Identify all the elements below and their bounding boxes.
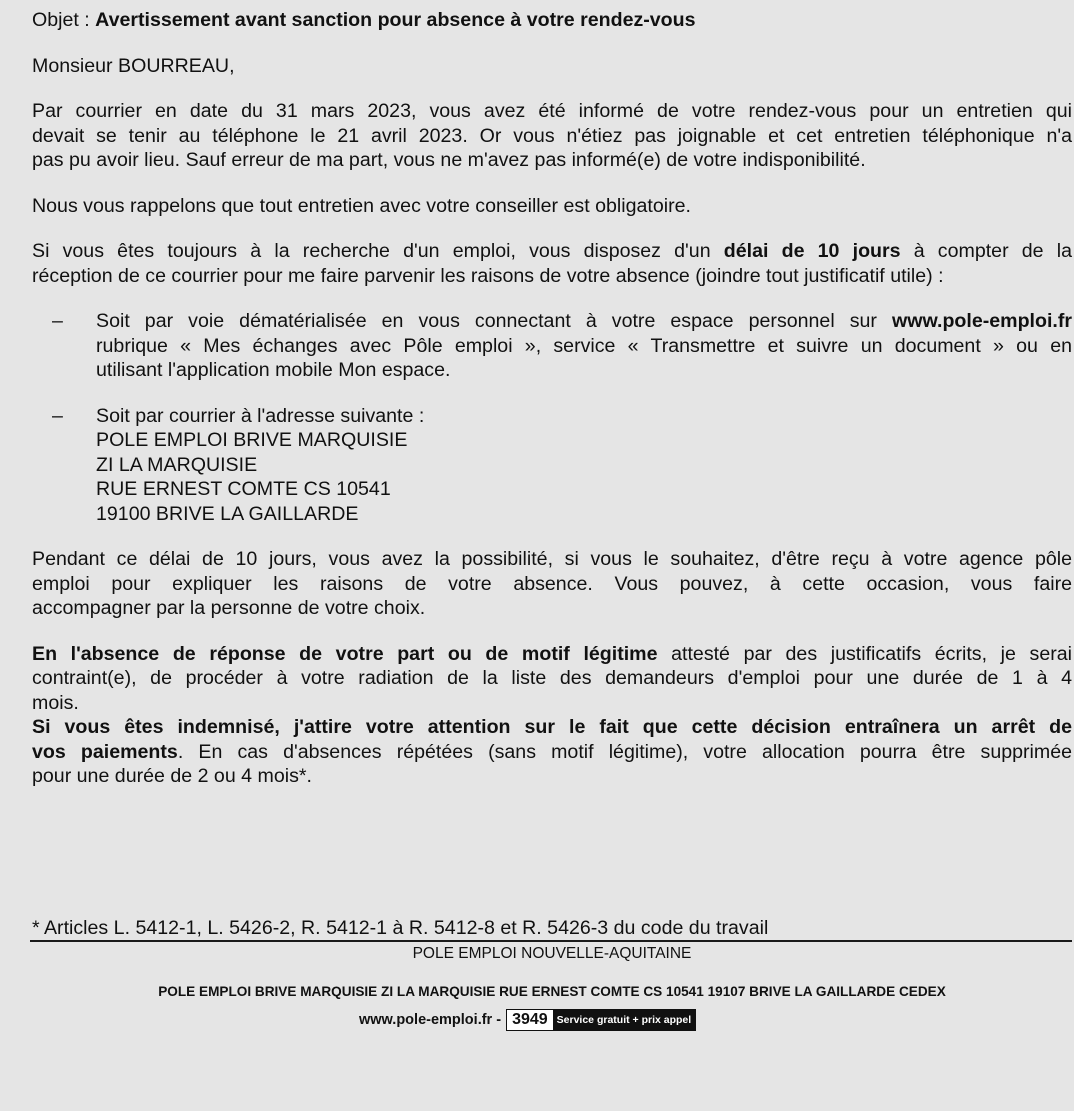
letter-body — [32, 8, 1072, 789]
salutation: Monsieur BOURREAU, — [32, 54, 235, 77]
footer-website[interactable]: www.pole-emploi.fr - — [359, 1012, 502, 1028]
text-run: à compter de la — [900, 240, 1072, 262]
text-line: accompagner par la personne de votre choix. — [32, 597, 426, 619]
address-line: 19100 BRIVE LA GAILLARDE — [96, 502, 359, 525]
website-link[interactable]: www.pole-emploi.fr — [892, 310, 1072, 332]
text-run: Si vous êtes toujours à la recherche d'un emploi, vous disposez d'un — [32, 240, 724, 262]
text-line: mois. — [32, 691, 79, 714]
text-line: utilisant l'application mobile Mon espace. — [96, 359, 451, 381]
bullet-dash: – — [52, 310, 63, 332]
footer-address: POLE EMPLOI BRIVE MARQUISIE ZI LA MARQUISIE RUE ERNEST COMTE CS 10541 19107 BRIVE LA GAILLARDE CEDEX — [158, 984, 946, 999]
footer-contact — [359, 1009, 696, 1031]
subject-line — [32, 8, 1072, 33]
text-line: pour une durée de 2 ou 4 mois*. — [32, 765, 312, 787]
text-run: Soit par voie dématérialisée en vous connectant à votre espace personnel sur — [96, 310, 893, 332]
text-run-bold: vos paiements — [32, 740, 178, 763]
phone-badge — [506, 1009, 696, 1031]
text-line: rubrique « Mes échanges avec Pôle emploi », service « Transmettre et suivre un document » ou en — [96, 334, 1072, 357]
text-line: Soit par courrier à l'adresse suivante : — [96, 404, 425, 427]
paragraph-agency-visit — [32, 547, 1072, 621]
text-run: attesté par des justificatifs écrits, je serai — [657, 642, 1072, 665]
address-line: POLE EMPLOI BRIVE MARQUISIE — [96, 429, 408, 451]
text-run: . En cas d'absences répétées (sans motif légitime), votre allocation pourra être supprimée — [177, 740, 1073, 763]
paragraph-radiation — [32, 642, 1072, 716]
text-line: contraint(e), de procéder à votre radiation de la liste des demandeurs d'emploi pour une durée de 1 à 4 — [32, 667, 1072, 689]
footer-divider — [30, 940, 1072, 942]
paragraph-deadline — [32, 239, 1072, 288]
text-run-bold: En l'absence de réponse de votre part ou de motif légitime — [32, 642, 658, 665]
text-line — [32, 239, 1072, 264]
address-line: ZI LA MARQUISIE — [96, 453, 258, 476]
text-line: pas pu avoir lieu. Sauf erreur de ma part, vous ne m'avez pas informé(e) de votre indisponibilité. — [32, 149, 866, 171]
text-line: Pendant ce délai de 10 jours, vous avez la possibilité, si vous le souhaitez, d'être reçu à votre agence pôle — [32, 548, 1072, 570]
phone-number: 3949 — [507, 1010, 553, 1030]
bullet-dash: – — [52, 404, 63, 427]
paragraph-payments — [32, 715, 1072, 789]
text-line: réception de ce courrier pour me faire parvenir les raisons de votre absence (joindre tout justificatif utile) : — [32, 264, 944, 287]
subject-label: Objet : — [32, 9, 96, 31]
footer-organization: POLE EMPLOI NOUVELLE-AQUITAINE — [412, 945, 692, 962]
paragraph-mandatory-interview: Nous vous rappelons que tout entretien avec votre conseiller est obligatoire. — [32, 194, 691, 217]
footnote: * Articles L. 5412-1, L. 5426-2, R. 5412-1 à R. 5412-8 et R. 5426-3 du code du travail — [32, 917, 769, 939]
text-line: devait se tenir au téléphone le 21 avril 2023. Or vous n'étiez pas joignable et cet entretien téléphonique n'a — [32, 124, 1072, 147]
text-line: Si vous êtes indemnisé, j'attire votre attention sur le fait que cette décision entraînera un arrêt de — [32, 716, 1072, 738]
text-line: emploi pour expliquer les raisons de votre absence. Vous pouvez, à cette occasion, vous faire — [32, 572, 1072, 595]
text-line — [32, 642, 1072, 667]
bullet-online — [32, 309, 1072, 383]
deadline-highlight: délai de 10 jours — [723, 240, 901, 262]
phone-note: Service gratuit + prix appel — [553, 1010, 696, 1030]
text-line — [96, 309, 1072, 334]
text-line: Par courrier en date du 31 mars 2023, vous avez été informé de votre rendez-vous pour un entretien qui — [32, 100, 1072, 122]
text-line — [32, 740, 1072, 765]
address-line: RUE ERNEST COMTE CS 10541 — [96, 478, 391, 500]
paragraph-missed-appointment — [32, 99, 1072, 173]
bullet-mail — [32, 404, 1072, 527]
subject-text: Avertissement avant sanction pour absence à votre rendez-vous — [95, 9, 696, 31]
